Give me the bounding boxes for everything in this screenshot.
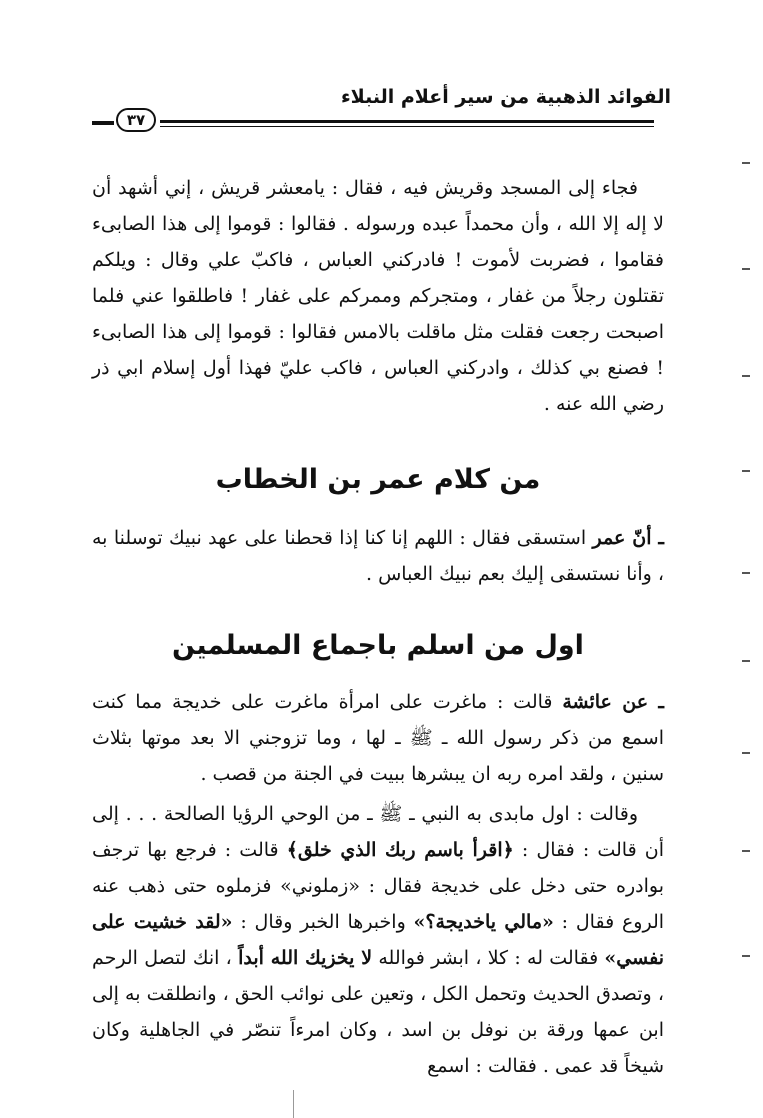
lead-umar: ـ أنّ عمر <box>592 527 664 549</box>
section-title-umar: من كلام عمر بن الخطاب <box>215 464 541 495</box>
text-aisha-2d: فقالت له : كلا ، ابشر فوالله <box>372 947 605 969</box>
margin-tick <box>742 955 750 957</box>
hadith-quote-2: «لقد خشيت على نفسي» <box>92 911 664 969</box>
hadith-quote-1: «مالي ياخديجة؟» <box>413 911 554 933</box>
section-title-first-muslim: اول من اسلم باجماع المسلمين <box>172 630 584 661</box>
margin-tick <box>742 375 750 377</box>
margin-tick <box>742 752 750 754</box>
text-aisha-2b: قالت : فرجع بها ترجف بوادره حتى دخل على خديجة فقال : «زملوني» فزملوه حتى ذهب عنه الروع فقال : <box>92 839 665 933</box>
page-body <box>92 170 664 1084</box>
text-aisha-2c: واخبرها الخبر وقال : <box>232 911 414 933</box>
margin-tick <box>742 470 750 472</box>
margin-tick <box>742 162 750 164</box>
margin-tick <box>742 572 750 574</box>
margin-tick <box>742 850 750 852</box>
text-aisha-2e: ، انك لتصل الرحم ، وتصدق الحديث وتحمل الكل ، وتعين على نوائب الحق ، وانطلقت به إلى ابن عمها ورقة بن نوفل بن اسد ، وكان امرءاً تنصّر في الجاهلية وكان شيخاً قد عمى . فقالت : اسمع <box>92 947 664 1077</box>
header-rule-left <box>92 121 114 125</box>
page-number: ٣٧ <box>116 108 156 132</box>
header-rule-thick <box>160 120 654 123</box>
quran-quote: ﴿اقرأ باسم ربك الذي خلق﴾ <box>286 839 514 861</box>
running-title: الفوائد الذهبية من سير أعلام النبلاء <box>340 86 671 108</box>
lead-aisha: ـ عن عائشة <box>562 691 664 713</box>
paragraph-abu-dhar: فجاء إلى المسجد وقريش فيه ، فقال : يامعشر قريش ، إني أشهد أن لا إله إلا الله ، وأن محمداً عبده ورسوله . فقالوا : قوموا إلى هذا الصابىء فقاموا ، فضربت لأموت ! فادركني العباس ، فاكبّ علي وقال : ويلكم تقتلون رجلاً من غفار ، ومتجركم وممركم على غفار ! فاطلقوا عني فلما اصبحت رجعت فقلت مثل ماقلت بالامس فقالوا : قوموا إلى هذا الصابىء ! فصنع بي كذلك ، وادركني العباس ، فاكب عليّ فهذا أول إسلام ابي ذر رضي الله عنه . <box>92 177 664 415</box>
margin-tick <box>742 268 750 270</box>
paragraph-umar <box>92 520 664 592</box>
text-aisha-1: قالت : ماغرت على امرأة ماغرت على خديجة مما كنت اسمع من ذكر رسول الله ـ ﷺ ـ لها ، وما تزوجني الا بعد موتها بثلاث سنين ، ولقد امره ربه ان يبشرها ببيت في الجنة من قصب . <box>92 691 664 785</box>
hadith-quote-3: لا يخزيك الله أبداً <box>238 947 373 969</box>
text-umar: استسقى فقال : اللهم إنا كنا إذا قحطنا على عهد نبيك توسلنا به ، وأنا نستسقى إليك بعم نبيك العباس . <box>92 527 664 585</box>
gutter-line <box>293 1090 294 1118</box>
header-rule-thin <box>160 126 654 127</box>
margin-tick <box>742 660 750 662</box>
paragraph-aisha-2 <box>92 796 664 1084</box>
text-aisha-2a: وقالت : اول مابدى به النبي ـ ﷺ ـ من الوحي الرؤيا الصالحة . . . إلى أن قالت : فقال : <box>92 803 665 861</box>
paragraph-aisha-1 <box>92 684 664 792</box>
